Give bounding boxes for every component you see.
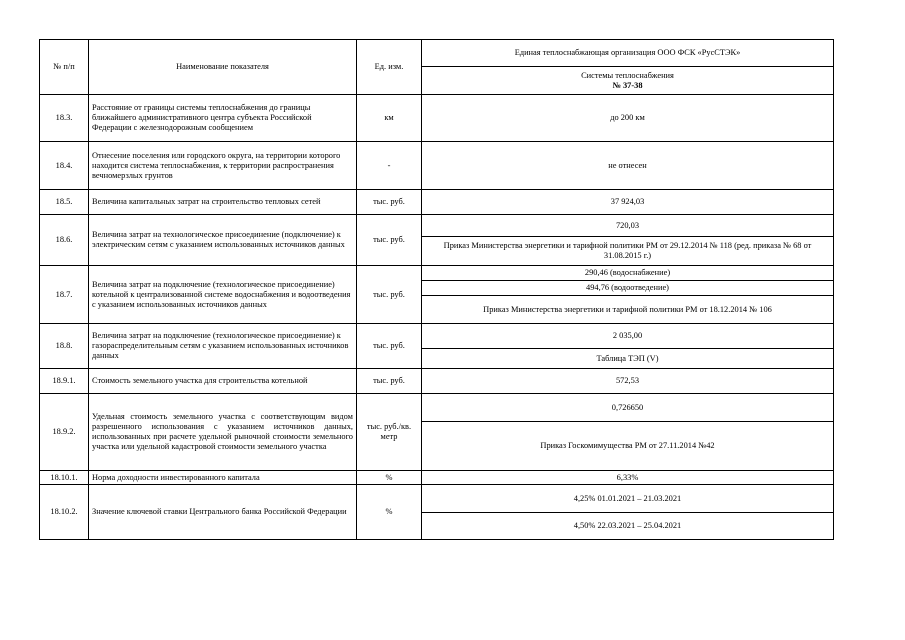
indicators-table [39,39,834,540]
table-row [40,471,834,485]
row-value: 290,46 (водоснабжение) [422,266,834,281]
row-value-source: Приказ Министерства энергетики и тарифной политики РМ от 29.12.2014 № 118 (ред. приказа № 68 от 31.08.2015 г.) [422,237,834,266]
header-unit: Ед. изм. [357,40,422,95]
row-unit: - [357,142,422,190]
row-unit: тыс. руб./кв. метр [357,394,422,471]
row-unit: тыс. руб. [357,215,422,266]
row-num: 18.4. [40,142,89,190]
row-num: 18.8. [40,324,89,369]
row-value: 494,76 (водоотведение) [422,281,834,296]
row-num: 18.10.1. [40,471,89,485]
table-row [40,369,834,394]
table-row [40,485,834,513]
row-name: Отнесение поселения или городского округа, на территории которого находится система теплоснабжения, к территории распространения вечномерзлых грунтов [89,142,357,190]
table-row [40,324,834,349]
row-value: 2 035,00 [422,324,834,349]
row-value: до 200 км [422,95,834,142]
row-value: 37 924,03 [422,190,834,215]
row-value: 4,50% 22.03.2021 – 25.04.2021 [422,513,834,540]
row-name: Удельная стоимость земельного участка с соответствующим видом разрешенного использования с указанием источников данных, использованных при расчете удельной рыночной стоимости земельного участка или удельной кадастровой стоимости земельного участка [89,394,357,471]
row-unit: тыс. руб. [357,369,422,394]
row-name: Величина затрат на подключение (технологическое присоединение) к газораспределительным сетям с указанием использованных источников данных [89,324,357,369]
row-value-source: Приказ Министерства энергетики и тарифной политики РМ от 18.12.2014 № 106 [422,296,834,324]
row-name: Значение ключевой ставки Центрального банка Российской Федерации [89,485,357,540]
header-systems [422,67,834,95]
header-name: Наименование показателя [89,40,357,95]
table-row [40,394,834,422]
table-row [40,95,834,142]
row-num: 18.9.1. [40,369,89,394]
row-value: 572,53 [422,369,834,394]
row-unit: км [357,95,422,142]
row-name: Величина затрат на подключение (технологическое присоединение) котельной к централизованной системе водоснабжения и водоотведения с указанием использованных источников данных [89,266,357,324]
row-num: 18.3. [40,95,89,142]
row-value: 4,25% 01.01.2021 – 21.03.2021 [422,485,834,513]
row-name: Величина затрат на технологическое присоединение (подключение) к электрическим сетям с указанием использованных источников данных [89,215,357,266]
row-num: 18.7. [40,266,89,324]
row-value: 0,726650 [422,394,834,422]
row-value: 720,03 [422,215,834,237]
row-num: 18.10.2. [40,485,89,540]
row-value: не отнесен [422,142,834,190]
table-row [40,215,834,237]
row-num: 18.5. [40,190,89,215]
header-systems-label: Системы теплоснабжения [581,70,674,80]
header-org: Единая теплоснабжающая организация ООО ФСК «РусСТЭК» [422,40,834,67]
row-name: Величина капитальных затрат на строительство тепловых сетей [89,190,357,215]
row-value-source: Приказ Госкомимущества РМ от 27.11.2014 №42 [422,422,834,471]
row-name: Стоимость земельного участка для строительства котельной [89,369,357,394]
row-unit: тыс. руб. [357,190,422,215]
row-unit: тыс. руб. [357,266,422,324]
table-row [40,190,834,215]
row-name: Расстояние от границы системы теплоснабжения до границы ближайшего административного центра субъекта Российской Федерации с железнодорожным сообщением [89,95,357,142]
row-name: Норма доходности инвестированного капитала [89,471,357,485]
row-unit: % [357,471,422,485]
row-unit: % [357,485,422,540]
row-value: 6,33% [422,471,834,485]
header-row [40,40,834,67]
header-num: № п/п [40,40,89,95]
table-row [40,142,834,190]
row-num: 18.6. [40,215,89,266]
row-num: 18.9.2. [40,394,89,471]
header-systems-value: № 37-38 [612,80,643,90]
row-value-source: Таблица ТЭП (V) [422,349,834,369]
table-row [40,266,834,281]
row-unit: тыс. руб. [357,324,422,369]
